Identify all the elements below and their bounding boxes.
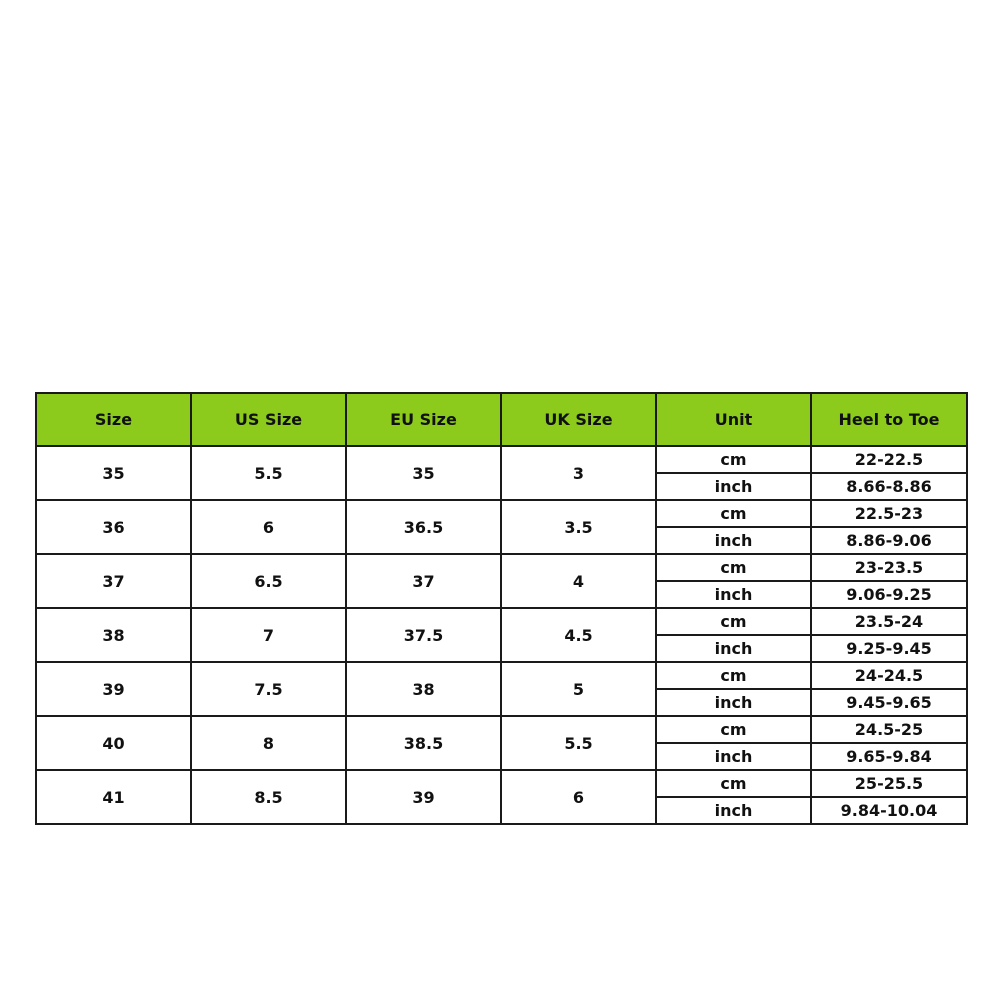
header-row <box>36 393 967 446</box>
eu-size-cell: 39 <box>346 770 501 824</box>
uk-size-cell: 5 <box>501 662 656 716</box>
unit-cell: cm <box>656 554 811 581</box>
size-cell: 37 <box>36 554 191 608</box>
heel-to-toe-cell: 24.5-25 <box>811 716 967 743</box>
unit-cell: cm <box>656 500 811 527</box>
heel-to-toe-cell: 25-25.5 <box>811 770 967 797</box>
uk-size-cell: 4.5 <box>501 608 656 662</box>
heel-to-toe-cell: 24-24.5 <box>811 662 967 689</box>
us-size-cell: 6.5 <box>191 554 346 608</box>
heel-to-toe-cell: 9.45-9.65 <box>811 689 967 716</box>
size-cell: 36 <box>36 500 191 554</box>
us-size-cell: 7.5 <box>191 662 346 716</box>
unit-cell: cm <box>656 446 811 473</box>
heel-to-toe-cell: 23-23.5 <box>811 554 967 581</box>
unit-cell: inch <box>656 527 811 554</box>
header-eu-size: EU Size <box>346 393 501 446</box>
heel-to-toe-cell: 22.5-23 <box>811 500 967 527</box>
heel-to-toe-cell: 23.5-24 <box>811 608 967 635</box>
header-uk-size: UK Size <box>501 393 656 446</box>
size-cell: 38 <box>36 608 191 662</box>
header-heel-to-toe: Heel to Toe <box>811 393 967 446</box>
unit-cell: inch <box>656 635 811 662</box>
uk-size-cell: 6 <box>501 770 656 824</box>
eu-size-cell: 35 <box>346 446 501 500</box>
unit-cell: cm <box>656 716 811 743</box>
header-unit: Unit <box>656 393 811 446</box>
heel-to-toe-cell: 8.66-8.86 <box>811 473 967 500</box>
table-row <box>36 608 967 635</box>
eu-size-cell: 38.5 <box>346 716 501 770</box>
us-size-cell: 7 <box>191 608 346 662</box>
uk-size-cell: 4 <box>501 554 656 608</box>
table-row <box>36 716 967 743</box>
unit-cell: inch <box>656 473 811 500</box>
header-us-size: US Size <box>191 393 346 446</box>
table-body <box>36 446 967 824</box>
table-header <box>36 393 967 446</box>
size-cell: 41 <box>36 770 191 824</box>
unit-cell: cm <box>656 770 811 797</box>
unit-cell: inch <box>656 581 811 608</box>
eu-size-cell: 37 <box>346 554 501 608</box>
header-size: Size <box>36 393 191 446</box>
unit-cell: inch <box>656 797 811 824</box>
heel-to-toe-cell: 8.86-9.06 <box>811 527 967 554</box>
heel-to-toe-cell: 9.25-9.45 <box>811 635 967 662</box>
heel-to-toe-cell: 22-22.5 <box>811 446 967 473</box>
size-cell: 35 <box>36 446 191 500</box>
heel-to-toe-cell: 9.65-9.84 <box>811 743 967 770</box>
us-size-cell: 5.5 <box>191 446 346 500</box>
heel-to-toe-cell: 9.06-9.25 <box>811 581 967 608</box>
table-row <box>36 446 967 473</box>
uk-size-cell: 3.5 <box>501 500 656 554</box>
unit-cell: cm <box>656 608 811 635</box>
table-row <box>36 770 967 797</box>
table-row <box>36 500 967 527</box>
heel-to-toe-cell: 9.84-10.04 <box>811 797 967 824</box>
unit-cell: inch <box>656 743 811 770</box>
table-row <box>36 662 967 689</box>
uk-size-cell: 3 <box>501 446 656 500</box>
uk-size-cell: 5.5 <box>501 716 656 770</box>
size-chart-table <box>35 392 968 825</box>
size-cell: 40 <box>36 716 191 770</box>
table-row <box>36 554 967 581</box>
us-size-cell: 8 <box>191 716 346 770</box>
eu-size-cell: 38 <box>346 662 501 716</box>
unit-cell: cm <box>656 662 811 689</box>
unit-cell: inch <box>656 689 811 716</box>
us-size-cell: 8.5 <box>191 770 346 824</box>
size-cell: 39 <box>36 662 191 716</box>
eu-size-cell: 36.5 <box>346 500 501 554</box>
eu-size-cell: 37.5 <box>346 608 501 662</box>
us-size-cell: 6 <box>191 500 346 554</box>
